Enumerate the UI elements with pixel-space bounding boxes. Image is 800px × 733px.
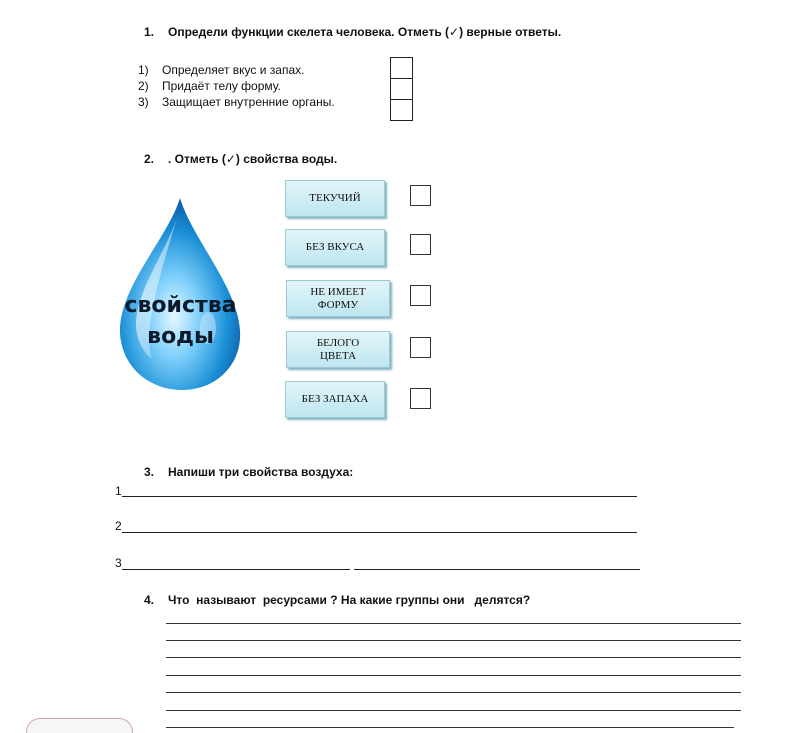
list-item: 3) Защищает внутренние органы. xyxy=(138,95,335,109)
property-checkbox-4[interactable] xyxy=(410,337,431,358)
property-card-5: БЕЗ ЗАПАХА xyxy=(285,381,385,418)
answer-line-2-number: 2 xyxy=(115,519,122,533)
answer-line-3b[interactable] xyxy=(354,569,640,570)
property-checkbox-2[interactable] xyxy=(410,234,431,255)
answer-checkbox-1[interactable] xyxy=(390,57,413,79)
answer-line-2[interactable] xyxy=(122,532,637,533)
writing-line[interactable] xyxy=(166,675,741,676)
drop-caption-line-1: свойства xyxy=(124,293,237,318)
corner-button[interactable] xyxy=(26,718,133,733)
property-card-2: БЕЗ ВКУСА xyxy=(285,229,385,266)
question-3-text: Напиши три свойства воздуха: xyxy=(168,465,354,479)
answer-line-3a[interactable] xyxy=(122,569,350,570)
answer-line-1-number: 1 xyxy=(115,484,122,498)
answer-line-1[interactable] xyxy=(122,496,637,497)
property-checkbox-3[interactable] xyxy=(410,285,431,306)
writing-line[interactable] xyxy=(166,710,741,711)
property-checkbox-1[interactable] xyxy=(410,185,431,206)
list-item: 2) Придаёт телу форму. xyxy=(138,79,281,93)
writing-line[interactable] xyxy=(166,640,741,641)
question-4-title xyxy=(144,593,530,607)
question-4-text: Что называют ресурсами ? На какие группы они делятся? xyxy=(168,593,531,607)
question-3-title xyxy=(144,465,353,479)
question-1-text: Определи функции скелета человека. Отметь (✓) верные ответы. xyxy=(168,25,562,39)
writing-line[interactable] xyxy=(166,727,734,728)
property-checkbox-5[interactable] xyxy=(410,388,431,409)
property-card-4: БЕЛОГО ЦВЕТА xyxy=(286,331,390,368)
property-card-1: ТЕКУЧИЙ xyxy=(285,180,385,217)
water-drop-caption xyxy=(108,290,253,352)
answer-checkbox-2[interactable] xyxy=(390,78,413,100)
question-1-list xyxy=(138,62,335,110)
question-4-number: 4. xyxy=(144,593,155,607)
property-card-3: НЕ ИМЕЕТ ФОРМУ xyxy=(286,280,390,317)
drop-caption-line-2: воды xyxy=(147,324,214,349)
question-1-checkboxes xyxy=(390,57,413,120)
writing-line[interactable] xyxy=(166,657,741,658)
question-2-title xyxy=(144,152,337,166)
answer-line-3-number: 3 xyxy=(115,556,122,570)
question-1-title xyxy=(144,25,561,39)
answer-checkbox-3[interactable] xyxy=(390,99,413,121)
writing-line[interactable] xyxy=(166,623,741,624)
question-2-number: 2. xyxy=(144,152,155,166)
writing-line[interactable] xyxy=(166,692,741,693)
question-1-number: 1. xyxy=(144,25,155,39)
question-3-number: 3. xyxy=(144,465,155,479)
list-item: 1) Определяет вкус и запах. xyxy=(138,63,305,77)
question-2-text: . Отметь (✓) свойства воды. xyxy=(168,152,338,166)
